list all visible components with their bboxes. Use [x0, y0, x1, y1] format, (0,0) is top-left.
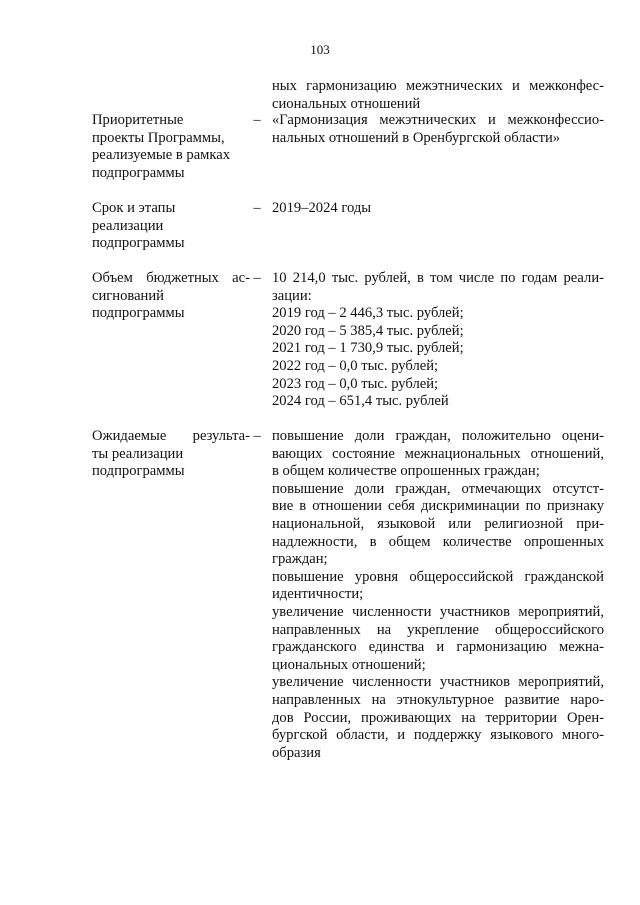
text-line: сиональных отношений	[272, 95, 421, 112]
row-label	[92, 112, 250, 182]
value-line: 2019–2024 годы	[272, 200, 372, 216]
label-line: подпрограммы	[92, 164, 185, 181]
value-line: повышение доли граждан, отмечающих отсутст-	[272, 480, 604, 497]
row-label	[92, 428, 250, 481]
value-line: идентичности;	[272, 586, 364, 603]
value-line: увеличение численности участников мероприятий,	[272, 603, 604, 620]
row-label	[92, 270, 250, 323]
label-line: проекты Программы,	[92, 129, 225, 146]
value-line: 2024 год – 651,4 тыс. рублей	[272, 393, 449, 410]
row-dash: –	[253, 200, 261, 216]
value-line: 2019 год – 2 446,3 тыс. рублей;	[272, 305, 464, 322]
value-line: «Гармонизация межэтнических и межконфессио-	[272, 112, 604, 128]
row-value	[272, 112, 604, 147]
row-value	[272, 428, 604, 762]
row-label	[92, 200, 250, 253]
carry-over-text	[272, 78, 604, 113]
value-line: повышение уровня общероссийской гражданской	[272, 568, 604, 585]
value-line: 2022 год – 0,0 тыс. рублей;	[272, 357, 439, 374]
label-line: подпрограммы	[92, 305, 185, 322]
value-line: нальных отношений в Оренбургской области»	[272, 129, 561, 146]
label-line: Объем бюджетных ас-	[92, 270, 250, 286]
page-number: 103	[310, 42, 330, 57]
value-line: 2023 год – 0,0 тыс. рублей;	[272, 375, 439, 392]
label-line: Срок и этапы	[92, 200, 176, 216]
row-dash: –	[253, 428, 261, 444]
label-line: реализации	[92, 217, 164, 234]
row-value	[272, 200, 604, 218]
value-line: направленных на укрепление общероссийского	[272, 621, 604, 638]
value-line: надлежности, в общем количестве опрошенных	[272, 533, 604, 550]
value-line: направленных на этнокультурное развитие наро-	[272, 691, 604, 708]
value-line: 10 214,0 тыс. рублей, в том числе по годам реали-	[272, 270, 604, 286]
row-value	[272, 270, 604, 411]
value-line: дов России, проживающих на территории Орен-	[272, 709, 604, 726]
label-line: реализуемые в рамках	[92, 147, 231, 164]
value-line: в общем количестве опрошенных граждан;	[272, 463, 540, 480]
label-line: Приоритетные	[92, 112, 184, 128]
value-line: граждан;	[272, 551, 328, 568]
label-line: Ожидаемые результа-	[92, 428, 250, 444]
value-line: 2021 год – 1 730,9 тыс. рублей;	[272, 340, 464, 357]
value-line: вие в отношении себя дискриминации по признаку	[272, 498, 604, 515]
value-line: национальной, языковой или религиозной при-	[272, 515, 604, 532]
value-line: повышение доли граждан, положительно оцени-	[272, 428, 604, 444]
row-dash: –	[253, 270, 261, 286]
value-line: образия	[272, 744, 321, 761]
text-line: ных гармонизацию межэтнических и межконфес-	[272, 78, 604, 94]
value-line: циональных отношений;	[272, 656, 426, 673]
label-line: подпрограммы	[92, 235, 185, 252]
row-dash: –	[253, 112, 261, 128]
value-line: 2020 год – 5 385,4 тыс. рублей;	[272, 322, 464, 339]
value-line: бургской области, и поддержку языкового много-	[272, 727, 604, 744]
value-line: зации:	[272, 287, 312, 304]
value-line: увеличение численности участников мероприятий,	[272, 674, 604, 691]
label-line: ты реализации	[92, 445, 184, 462]
label-line: сигнований	[92, 287, 164, 304]
label-line: подпрограммы	[92, 463, 185, 480]
value-line: гражданского единства и гармонизацию межна-	[272, 639, 604, 656]
value-line: вающих состояние межнациональных отношений,	[272, 445, 604, 462]
